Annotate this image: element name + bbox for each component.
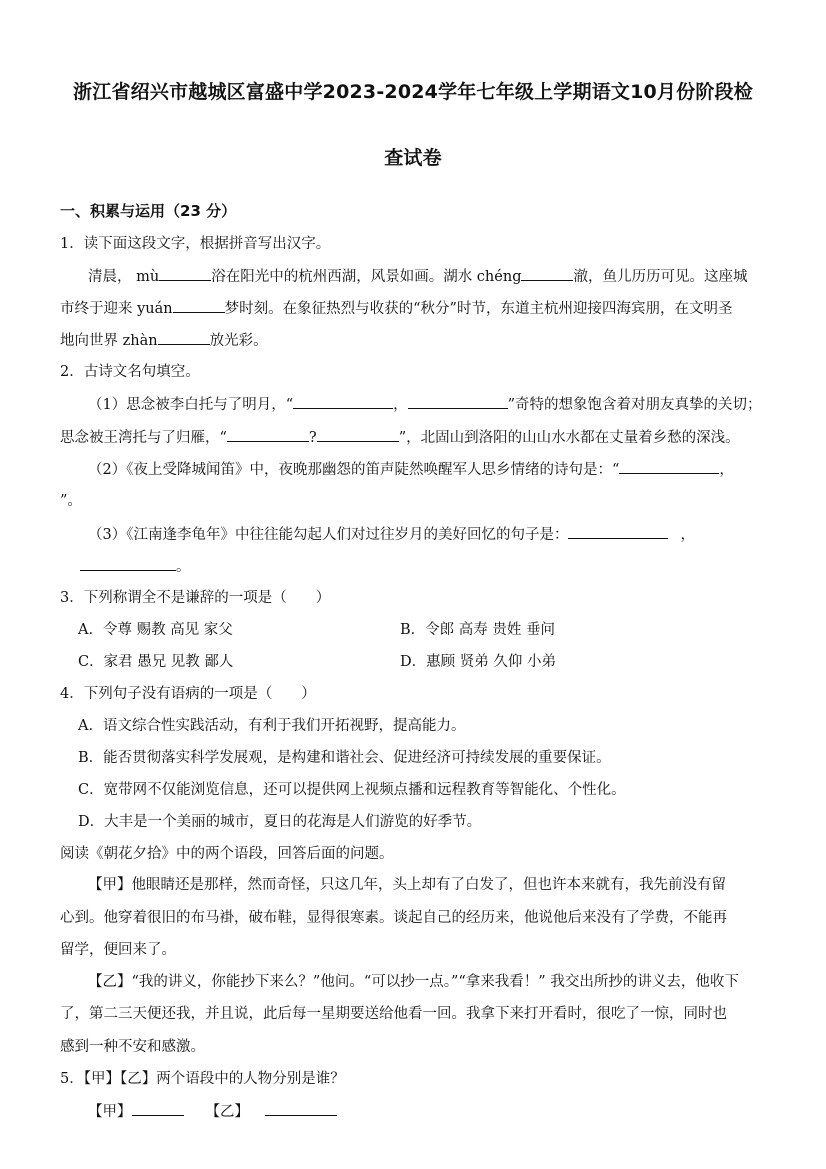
q1-text: 市终于迎来 yuán [60, 301, 173, 317]
question-3-option-c[interactable]: C．家君 愚兄 见教 鄙人 [78, 654, 234, 670]
poem-blank[interactable] [227, 427, 309, 442]
q1-text: 地向世界 zhàn [60, 333, 158, 349]
passage-yi-line-1: 【乙】“我的讲义，你能抄下来么？”他问。“可以抄一点。”“拿来我看！” 我交出所抄的讲义去，他收下 [88, 974, 739, 990]
question-2-item-2-line-2 [60, 491, 82, 511]
question-1-stem: 1．读下面这段文字，根据拼音写出汉字。 [60, 236, 331, 252]
passage-jia-line-3: 留学，便回来了。 [60, 942, 176, 958]
q2-text: （1）思念被李白托与了明月，“ [88, 397, 294, 413]
question-2-item-1-line-1 [88, 394, 762, 415]
poem-blank[interactable] [408, 394, 508, 409]
pinyin-blank[interactable] [159, 266, 211, 281]
question-4-option-c[interactable]: C．宽带网不仅能浏览信息，还可以提供网上视频点播和远程教育等智能化、个性化。 [78, 782, 626, 798]
reading-intro: 阅读《朝花夕拾》中的两个语段，回答后面的问题。 [60, 846, 394, 862]
q1-text: 放光彩。 [209, 333, 268, 349]
q1-text: 梦时刻。在象征热烈与收获的“秋分”时节，东道主杭州迎接四海宾朋，在文明圣 [224, 301, 733, 317]
q2-text: 思念被王湾托与了归雁，“ [60, 430, 227, 446]
answer-label-yi: 【乙】 [205, 1104, 249, 1120]
q2-text: 。 [176, 559, 191, 575]
question-1-paragraph-line-2 [60, 298, 732, 319]
question-2-item-3-line-2 [60, 556, 191, 577]
question-4-stem: 4．下列句子没有语病的一项是（ ） [60, 686, 316, 702]
answer-blank-jia[interactable] [132, 1101, 184, 1116]
poem-blank[interactable] [619, 459, 719, 474]
question-4-option-b[interactable]: B．能否贯彻落实科学发展观，是构建和谐社会、促进经济可持续发展的重要保证。 [78, 750, 611, 766]
pinyin-blank[interactable] [521, 266, 573, 281]
question-1-paragraph-line-3 [60, 330, 268, 351]
q1-text: 澈，鱼儿历历可见。这座城 [573, 269, 748, 285]
pinyin-blank[interactable] [158, 330, 210, 345]
q2-text: ”，北固山到洛阳的山山水水都在丈量着乡愁的深浅。 [398, 430, 740, 446]
q2-text: ? [308, 430, 317, 446]
q1-text: 清晨， mù [88, 269, 160, 285]
question-2-item-1-line-2 [60, 427, 740, 448]
q2-text: （3）《江南逢李龟年》中往往能勾起人们对过往岁月的美好回忆的句子是： [88, 527, 569, 543]
poem-blank[interactable] [317, 427, 399, 442]
poem-blank[interactable] [293, 394, 393, 409]
section-heading: 一、积累与运用（23 分） [60, 202, 237, 220]
question-4-option-d[interactable]: D．大丰是一个美丽的城市，夏日的花海是人们游览的好季节。 [78, 814, 482, 830]
question-3-option-b[interactable]: B．令郎 高寿 贵姓 垂问 [400, 622, 555, 638]
q2-text: ， [719, 462, 734, 478]
q2-text: ， [393, 397, 408, 413]
question-4-option-a[interactable]: A．语文综合性实践活动，有利于我们开拓视野，提高能力。 [78, 718, 466, 734]
answer-blank-yi[interactable] [265, 1101, 337, 1116]
document-title-line-1: 浙江省绍兴市越城区富盛中学2023-2024学年七年级上学期语文10月份阶段检 [73, 81, 753, 103]
passage-yi-line-2: 了，第二三天便还我，并且说，此后每一星期要送给他看一回。我拿下来打开看时，很吃了一惊，同时也 [60, 1006, 727, 1022]
q2-text: ， [680, 527, 695, 543]
passage-jia-line-1: 【甲】他眼睛还是那样，然而奇怪，只这几年，头上却有了白发了，但也许本来就有，我先前没有留 [88, 877, 726, 893]
q1-text: 浴在阳光中的杭州西湖，风景如画。湖水 chéng [211, 269, 522, 285]
passage-yi-line-3: 感到一种不安和感激。 [60, 1039, 205, 1055]
passage-jia-line-2: 心到。他穿着很旧的布马褂，破布鞋，显得很寒素。谈起自己的经历来，他说他后来没有了学费，不能再 [60, 910, 727, 926]
pinyin-blank[interactable] [173, 298, 225, 313]
question-5-answer-line [88, 1101, 337, 1122]
q2-text: ”奇特的想象饱含着对朋友真挚的关切； [507, 397, 762, 413]
poem-blank[interactable] [80, 556, 176, 571]
poem-blank[interactable] [568, 524, 668, 539]
q2-text: ”。 [60, 493, 82, 509]
question-5-stem: 5．【甲】【乙】两个语段中的人物分别是谁？ [60, 1071, 345, 1087]
answer-label-jia: 【甲】 [88, 1104, 132, 1120]
question-2-item-2-line-1 [88, 459, 734, 480]
document-title-line-2: 查试卷 [384, 147, 442, 169]
question-3-option-d[interactable]: D．惠顾 贤弟 久仰 小弟 [400, 654, 556, 670]
question-2-stem: 2．古诗文名句填空。 [60, 364, 200, 380]
question-3-stem: 3．下列称谓全不是谦辞的一项是（ ） [60, 590, 331, 606]
question-3-option-a[interactable]: A．令尊 赐教 高见 家父 [78, 622, 233, 638]
q2-text: （2）《夜上受降城闻笛》中，夜晚那幽怨的笛声陡然唤醒军人思乡情绪的诗句是：“ [88, 462, 620, 478]
question-1-paragraph-line-1 [88, 266, 747, 287]
question-2-item-3-line-1 [88, 524, 695, 545]
